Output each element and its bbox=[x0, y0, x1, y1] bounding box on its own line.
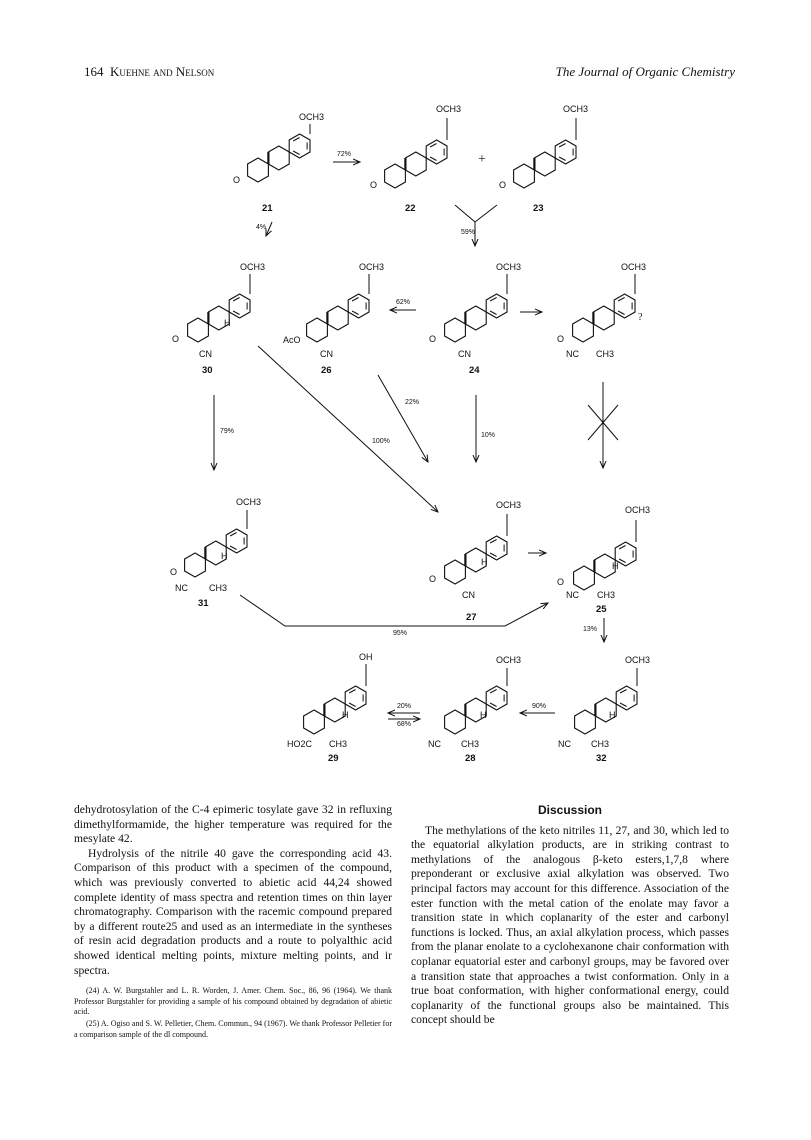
compound-label-21: 21 bbox=[262, 203, 273, 214]
compound-31-structure bbox=[185, 529, 247, 577]
oxo-label-21: O bbox=[233, 175, 241, 185]
nc-label-32: NC bbox=[558, 739, 571, 749]
footnote-25: (25) A. Ogiso and S. W. Pelletier, Chem. Commun., 94 (1967). We thank Professor Pelletier for a comparison sample of the dl compound. bbox=[74, 1019, 392, 1039]
compound-label-25: 25 bbox=[596, 604, 607, 615]
oxo-label-23: O bbox=[499, 180, 507, 190]
och3-label-25: OCH3 bbox=[625, 505, 651, 515]
compound-28-structure bbox=[445, 686, 507, 734]
compound-21-structure bbox=[248, 134, 310, 182]
yield-32-28: 90% bbox=[532, 703, 547, 710]
nc-label-right: NC bbox=[566, 349, 579, 359]
section-heading-discussion: Discussion bbox=[537, 803, 603, 817]
compound-27-structure bbox=[445, 536, 507, 584]
compound-29-structure bbox=[304, 686, 366, 734]
left-paragraph-2: Hydrolysis of the nitrile 40 gave the corresponding acid 43. Comparison of this product with a specimen of the compound, which was previously converted to abietic acid 44,24 showed complete identity of mass spectra and retention times on thin layer chromatography. Comparison with the racemic compound prepared by a different route25 and used as an intermediate in the syntheses of resin acid degradation products and a route to polyalthic acid showed identical melting points, mixture melting points, and ir spectra. bbox=[74, 846, 392, 977]
yield-28-29-top: 20% bbox=[397, 703, 412, 710]
compound-label-22: 22 bbox=[405, 203, 416, 214]
h-label-27: H bbox=[481, 557, 488, 567]
plus-sign: + bbox=[478, 152, 486, 167]
och3-label-21: OCH3 bbox=[299, 112, 325, 122]
yield-21-22: 72% bbox=[337, 151, 352, 158]
h-label-30: H bbox=[224, 318, 231, 328]
compound-25-structure bbox=[574, 542, 636, 590]
yield-24-27: 10% bbox=[481, 432, 496, 439]
compound-label-23: 23 bbox=[533, 203, 544, 214]
yield-25-32: 13% bbox=[583, 626, 598, 633]
h-label-32: H bbox=[609, 710, 616, 720]
compound-26-structure bbox=[307, 294, 369, 342]
och3-label-32: OCH3 bbox=[625, 655, 651, 665]
footnote-24: (24) A. W. Burgstahler and L. R. Worden, J. Amer. Chem. Soc., 86, 96 (1964). We thank Professor Burgstahler for providing a sample of his compound obtained by degradation of abietic acid. bbox=[74, 986, 392, 1016]
och3-label-28: OCH3 bbox=[496, 655, 522, 665]
compound-unknown-structure bbox=[573, 294, 635, 342]
question-mark: ? bbox=[638, 312, 643, 323]
compound-label-27: 27 bbox=[466, 612, 477, 623]
compound-label-28: 28 bbox=[465, 753, 476, 764]
cn-label-26: CN bbox=[320, 349, 333, 359]
ch3-label-31: CH3 bbox=[209, 583, 228, 593]
left-paragraph-1: dehydrotosylation of the C-4 epimeric tosylate gave 32 in refluxing dimethylformamide, the higher temperature was required for the mesylate 42. bbox=[74, 803, 392, 846]
compound-32-structure bbox=[575, 686, 637, 734]
compound-22-structure bbox=[385, 140, 447, 188]
compound-23-structure bbox=[514, 140, 576, 188]
yield-31-25: 95% bbox=[393, 630, 408, 637]
ch3-label-32: CH3 bbox=[591, 739, 610, 749]
och3-label-27: OCH3 bbox=[496, 500, 522, 510]
och3-label-24: OCH3 bbox=[496, 262, 522, 272]
nc-label-25: NC bbox=[566, 590, 579, 600]
discussion-paragraph: The methylations of the keto nitriles 11, 27, and 30, which led to the equatorial alkylation products, are in striking contrast to methylations of the analogous β-keto esters,1,7,8 where preponderant or exclusive axial alkylation was observed. Two principal factors may account for this difference. Association of the ester function with the metal cation of the enolate may favor a transition state in which coplanarity of the ester and carbonyl functions is locked. Thus, an axial alkylation process, which passes from the planar enolate to a cyclohexanone chair conformation with coplanar equatorial ester and carbonyl groups, may be favored over a transition state that approaches a twist conformation. Only in a true boat conformation, with higher conformational energy, could coplanarity of the functional groups also be maintained. This concept should be bbox=[411, 823, 729, 1027]
yield-21-30: 4% bbox=[256, 224, 267, 231]
h-label-25: H bbox=[612, 561, 619, 571]
yield-30-31: 79% bbox=[220, 428, 235, 435]
yield-26-27: 22% bbox=[405, 399, 420, 406]
compound-30-structure bbox=[188, 294, 250, 342]
journal-name: The Journal of Organic Chemistry bbox=[555, 64, 735, 79]
och3-label-23: OCH3 bbox=[563, 104, 589, 114]
left-text-column bbox=[74, 803, 392, 1040]
compound-label-29: 29 bbox=[328, 753, 339, 764]
oxo-label-30: O bbox=[172, 334, 180, 344]
compound-label-31: 31 bbox=[198, 598, 209, 609]
compound-label-26: 26 bbox=[321, 365, 332, 376]
och3-label-26: OCH3 bbox=[359, 262, 385, 272]
aco-label-26: AcO bbox=[283, 335, 301, 345]
oxo-label-22: O bbox=[370, 180, 378, 190]
ch3-label-25: CH3 bbox=[597, 590, 616, 600]
compound-label-32: 32 bbox=[596, 753, 607, 764]
cn-label-24: CN bbox=[458, 349, 471, 359]
compound-24-structure bbox=[445, 294, 507, 342]
h-label-28: H bbox=[480, 710, 487, 720]
compound-label-30: 30 bbox=[202, 365, 213, 376]
nc-label-31: NC bbox=[175, 583, 188, 593]
oxo-label-24: O bbox=[429, 334, 437, 344]
yield-30-27: 100% bbox=[372, 438, 390, 445]
right-text-column bbox=[411, 803, 729, 1028]
oxo-label-25: O bbox=[557, 577, 565, 587]
oh-label-29: OH bbox=[359, 652, 373, 662]
yield-23-24: 59% bbox=[461, 229, 476, 236]
ch3-label-right: CH3 bbox=[596, 349, 615, 359]
compound-label-24: 24 bbox=[469, 365, 480, 376]
yield-28-29-bottom: 68% bbox=[397, 721, 412, 728]
page-number: 164 bbox=[84, 64, 104, 79]
oxo-label-31: O bbox=[170, 567, 178, 577]
och3-label-right: OCH3 bbox=[621, 262, 647, 272]
cn-label-27: CN bbox=[462, 590, 475, 600]
nc-label-28: NC bbox=[428, 739, 441, 749]
oxo-label-right: O bbox=[557, 334, 565, 344]
och3-label-31: OCH3 bbox=[236, 497, 262, 507]
h-label-29: H bbox=[342, 710, 349, 720]
och3-label-30: OCH3 bbox=[240, 262, 266, 272]
cn-label-30: CN bbox=[199, 349, 212, 359]
oxo-label-27: O bbox=[429, 574, 437, 584]
author-line: Kuehne and Nelson bbox=[110, 64, 215, 79]
yield-24-26: 62% bbox=[396, 299, 411, 306]
h-label-31: H bbox=[221, 551, 228, 561]
ch3-label-28: CH3 bbox=[461, 739, 480, 749]
ch3-label-29: CH3 bbox=[329, 739, 348, 749]
ho2c-label-29: HO2C bbox=[287, 739, 313, 749]
och3-label-22: OCH3 bbox=[436, 104, 462, 114]
